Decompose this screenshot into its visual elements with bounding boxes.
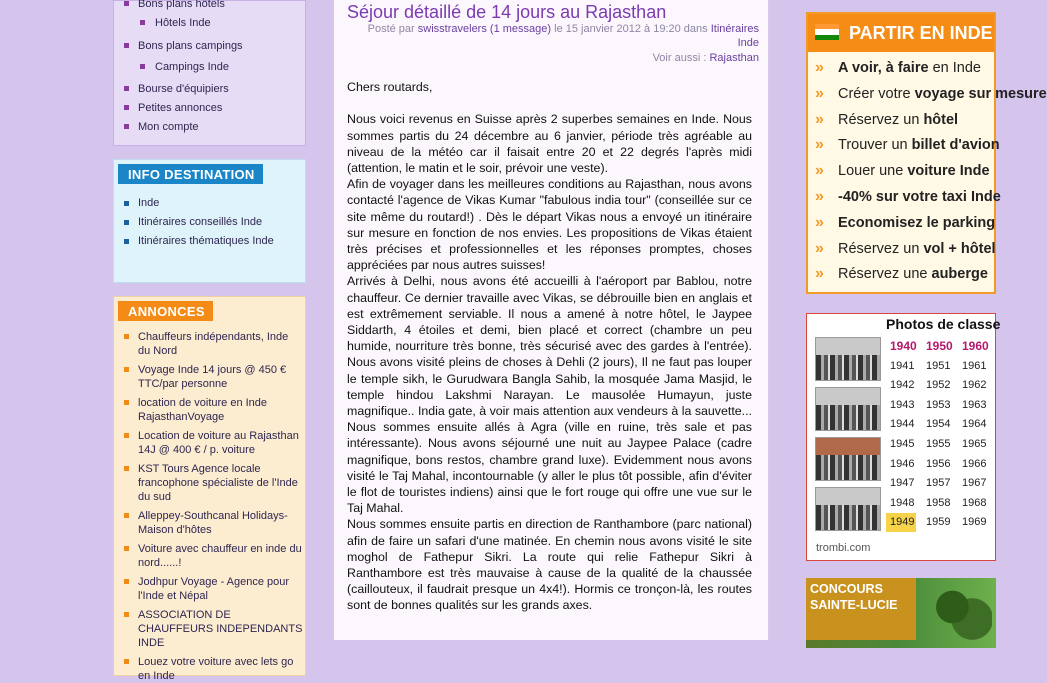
- partir-item-label: Economisez le parking: [838, 214, 996, 231]
- posted-by-label: Posté par: [367, 23, 415, 35]
- partir-item-label: Louer une voiture Inde: [838, 163, 990, 180]
- author-link[interactable]: swisstravelers: [417, 23, 487, 35]
- partir-item-label: -40% sur votre taxi Inde: [838, 188, 1001, 205]
- annonce-link[interactable]: ASSOCIATION DE CHAUFFEURS INDEPENDANTS INDE: [114, 608, 305, 650]
- concours-banner[interactable]: [806, 578, 996, 648]
- bons-plans-nav: [114, 0, 305, 134]
- year-link[interactable]: 1948: [890, 496, 915, 509]
- class-photo-thumbnail[interactable]: [815, 387, 881, 431]
- annonce-link[interactable]: Louez votre voiture avec lets go en Inde: [114, 655, 305, 683]
- year-link[interactable]: 1946: [890, 457, 915, 470]
- year-link[interactable]: 1940: [890, 339, 917, 353]
- article-meta: [359, 22, 759, 65]
- author-messages-link[interactable]: (1 message): [489, 23, 552, 35]
- chevron-right-icon: »: [815, 265, 824, 283]
- class-photo-thumbnail[interactable]: [815, 437, 881, 481]
- concours-line2: SAINTE-LUCIE: [810, 598, 898, 612]
- partir-item-label: Réservez une auberge: [838, 266, 988, 283]
- partir-item[interactable]: [808, 110, 994, 136]
- year-link[interactable]: 1941: [890, 359, 915, 372]
- palm-tree-image: [926, 583, 992, 643]
- article-greeting: Chers routards,: [347, 80, 433, 94]
- see-also-label: Voir aussi :: [652, 52, 707, 64]
- year-link[interactable]: 1964: [962, 418, 987, 431]
- partir-item-label: Trouver un billet d'avion: [838, 137, 1000, 154]
- nav-link-campings-inde[interactable]: Campings Inde: [114, 60, 305, 74]
- nav-link-bons-plans-hotels[interactable]: Bons plans hôtels: [114, 0, 305, 11]
- annonce-link[interactable]: Jodhpur Voyage - Agence pour l'Inde et Népal: [114, 575, 305, 603]
- year-link[interactable]: 1967: [962, 477, 987, 490]
- year-link[interactable]: 1966: [962, 457, 987, 470]
- annonces-list: [114, 330, 305, 683]
- concours-line1: CONCOURS: [810, 582, 883, 596]
- year-link[interactable]: 1956: [926, 457, 951, 470]
- article-paragraph: Nous sommes ensuite allés à Agra (ville en ruine, très sale et pas intéressante). Nous avons séjourné une nuit au Jaypee Palace (cadre magnifique, bons restos, chambre grand luxe). Evidemment nous avons visité le Taj Mahal, incontournable (y aller le plus tôt possible, afin d'éviter le flot de touristes indiens) ainsi que le fort rouge qui offre une vue sur le Taj Mahal.: [347, 420, 752, 516]
- post-date: le 15 janvier 2012 à 19:20 dans: [554, 23, 708, 35]
- year-link[interactable]: 1969: [962, 516, 987, 529]
- year-link[interactable]: 1953: [926, 398, 951, 411]
- annonce-link[interactable]: KST Tours Agence locale francophone spécialiste de l'Inde du sud: [114, 462, 305, 504]
- partir-item[interactable]: [808, 161, 994, 187]
- partir-header: [808, 14, 994, 52]
- year-link[interactable]: 1954: [926, 418, 951, 431]
- article-paragraph: Nous sommes ensuite partis en direction de Ranthambore (parc national) afin de faire un safari d'une matinée. En chemin nous avons visité le site moghol de Fathepur Sikri. La route qui relie Fathepur Sikri à Ranthambore est très mauvaise à cause de la qualité de la chaussée (caillouteux, il faudrait presque un 4x4!). Hormis ce tronçon-là, les routes sont de bonnes qualités sur les grands axes.: [347, 517, 752, 613]
- partir-list: [808, 52, 1047, 290]
- article-paragraph: Nous voici revenus en Suisse après 2 superbes semaines en Inde. Nous sommes partis du 24 décembre au 6 janvier, période très agréable au niveau de la météo car il faisait entre 20 et 22 degrés l'après midi (attention, le matin et le soir, prévoir une veste).: [347, 112, 752, 175]
- chevron-right-icon: »: [815, 162, 824, 180]
- article-body: [347, 79, 752, 614]
- see-also-link[interactable]: Rajasthan: [709, 52, 759, 64]
- info-destination-heading: INFO DESTINATION: [118, 164, 263, 184]
- partir-item-label: A voir, à faire en Inde: [838, 60, 981, 76]
- class-photo-thumbnail[interactable]: [815, 337, 881, 381]
- chevron-right-icon: »: [815, 239, 824, 257]
- year-link[interactable]: 1951: [926, 359, 951, 372]
- year-link[interactable]: 1962: [962, 379, 987, 392]
- annonce-link[interactable]: Chauffeurs indépendants, Inde du Nord: [114, 330, 305, 358]
- year-link[interactable]: 1957: [926, 477, 951, 490]
- partir-item[interactable]: [808, 58, 994, 84]
- photos-title: Photos de classe: [886, 316, 1001, 332]
- year-link[interactable]: 1963: [962, 398, 987, 411]
- partir-item[interactable]: [808, 213, 994, 239]
- partir-item[interactable]: [808, 135, 1000, 161]
- class-photo-thumbnail[interactable]: [815, 487, 881, 531]
- year-link[interactable]: 1945: [890, 438, 915, 450]
- nav-link-bons-plans-campings[interactable]: Bons plans campings: [114, 39, 305, 53]
- left-column: [113, 0, 306, 682]
- annonces-heading: ANNONCES: [118, 301, 213, 321]
- chevron-right-icon: »: [815, 136, 824, 154]
- year-link[interactable]: 1949: [886, 513, 916, 532]
- partir-en-inde-box: [806, 12, 1047, 294]
- year-link[interactable]: 1944: [890, 418, 915, 431]
- partir-item[interactable]: [808, 84, 1047, 110]
- partir-item-label: Réservez un hôtel: [838, 111, 959, 128]
- article-title: Séjour détaillé de 14 jours au Rajasthan: [347, 2, 667, 22]
- annonce-link[interactable]: Voyage Inde 14 jours @ 450 € TTC/par personne: [114, 363, 305, 391]
- partir-item-label: Réservez un vol + hôtel: [838, 240, 996, 257]
- article-paragraph: Afin de voyager dans les meilleures conditions au Rajasthan, nous avons contacté l'agence de Vikas Kumar "fabulous india tour" (conseillée sur ce site même du routard!) . Dès le départ Vikas nous a envoyé un itinéraire sur mesure en fonction de nos envies. Les propositions de Vikas étaient très précises et professionnelles et les réponses promptes, choses appréciées par nous autres suisses!: [347, 177, 752, 273]
- nav-link-petites-annonces[interactable]: Petites annonces: [114, 101, 305, 115]
- year-link[interactable]: 1958: [926, 496, 951, 509]
- year-link[interactable]: 1965: [962, 438, 987, 450]
- category-link[interactable]: Itinéraires Inde: [710, 23, 759, 49]
- year-link[interactable]: 1955: [926, 438, 951, 450]
- year-link[interactable]: 1942: [890, 379, 915, 392]
- annonce-link[interactable]: Voiture avec chauffeur en inde du nord......!: [114, 542, 305, 570]
- annonce-link[interactable]: Alleppey-Southcanal Holidays-Maison d'hôtes: [114, 509, 305, 537]
- article-panel: [333, 0, 769, 640]
- chevron-right-icon: »: [815, 213, 824, 231]
- nav-link-hotels-inde[interactable]: Hôtels Inde: [114, 16, 305, 30]
- annonces-box: [113, 296, 306, 682]
- chevron-right-icon: »: [815, 59, 824, 76]
- year-link[interactable]: 1968: [962, 496, 987, 509]
- info-link-itineraires-thematiques[interactable]: Itinéraires thématiques Inde: [114, 232, 305, 251]
- info-link-itineraires-conseilles[interactable]: Itinéraires conseillés Inde: [114, 213, 305, 232]
- nav-link-bourse-equipiers[interactable]: Bourse d'équipiers: [114, 82, 305, 96]
- chevron-right-icon: »: [815, 84, 824, 102]
- chevron-right-icon: »: [815, 110, 824, 128]
- year-link[interactable]: 1950: [926, 339, 953, 353]
- year-link[interactable]: 1960: [962, 339, 989, 353]
- info-destination-box: [113, 159, 306, 283]
- info-destination-list: [114, 194, 305, 251]
- annonce-link[interactable]: location de voiture en Inde RajasthanVoyage: [114, 396, 305, 424]
- annonce-link[interactable]: Location de voiture au Rajasthan 14J @ 400 € / p. voiture: [114, 429, 305, 457]
- article-paragraph: Arrivés à Delhi, nous avons été accueilli à l'aéroport par Bablou, notre chauffeur. Ce dernier travaille avec Vikas, se débrouille bien en anglais et est extrêmement serviable. Il nous a amené à notre hôtel, le Jaypee Siddarth, 4 étoiles et demi, bien placé et correct (chambre un peu humide, nourriture très bonne, très sécurisé avec des gardes à l'entrée). Nous avons visité pleins de choses à Dehli (2 jours), Il ne faut pas louper le temple sikh, le Gurudwara Bangla Sahib, la mosquée Jama Masjid, le temple hindou Lakshmi Narayan. Le mausolée Humayun, juste magnifique.. India gate, à voir mais attention aux vendeurs à la sauvette...: [347, 274, 753, 419]
- india-flag-icon: [815, 24, 839, 40]
- partir-item[interactable]: [808, 239, 994, 265]
- year-link[interactable]: 1959: [926, 516, 951, 529]
- partir-item-label: Créer votre voyage sur mesure: [838, 85, 1047, 102]
- year-link[interactable]: 1947: [890, 477, 915, 490]
- year-link[interactable]: 1952: [926, 379, 951, 392]
- info-link-inde[interactable]: Inde: [114, 194, 305, 213]
- partir-item[interactable]: [808, 187, 1001, 213]
- partir-item[interactable]: [808, 264, 994, 290]
- year-link[interactable]: 1961: [962, 359, 987, 372]
- nav-link-mon-compte[interactable]: Mon compte: [114, 120, 305, 134]
- chevron-right-icon: »: [815, 187, 824, 205]
- concours-label: [806, 578, 916, 640]
- year-link[interactable]: 1943: [890, 398, 915, 411]
- partir-title: PARTIR EN INDE: [849, 23, 993, 43]
- trombi-link[interactable]: trombi.com: [816, 542, 871, 554]
- bons-plans-box: [113, 0, 306, 146]
- photos-de-classe-widget: [806, 313, 1001, 561]
